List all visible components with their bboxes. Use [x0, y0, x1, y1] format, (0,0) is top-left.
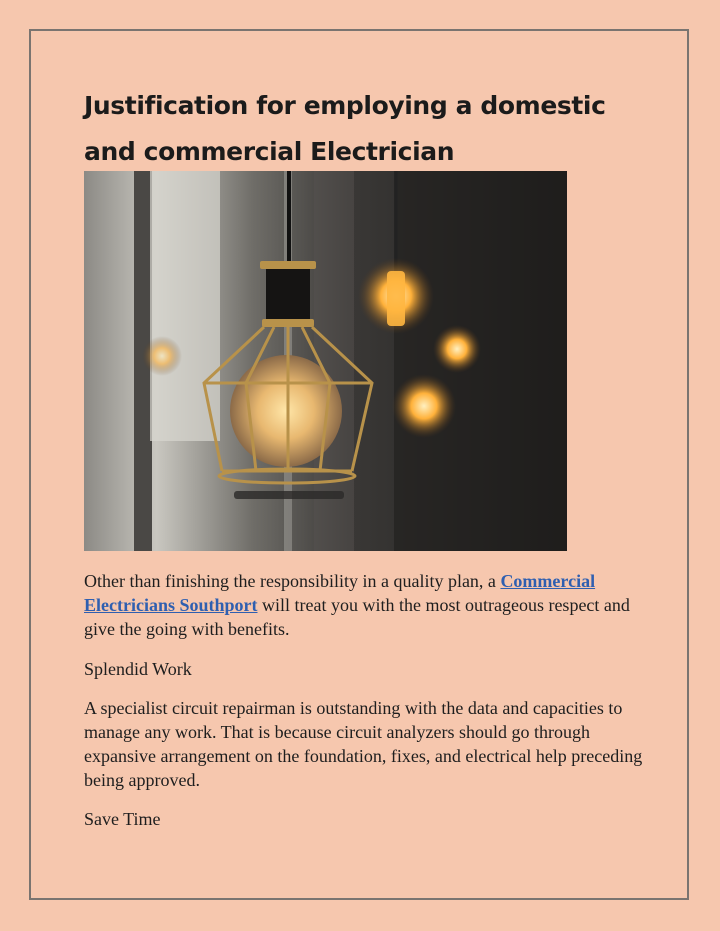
intro-text-after: will treat you with the most outrageous respect and give the going with benefits.	[84, 595, 630, 639]
section-body-splendid-work: A specialist circuit repairman is outstanding with the data and capacities to manage any work. That is because circuit analyzers should go through expansive arrangement on the foundation, fixes, and electrical help preceding being approved.	[84, 698, 643, 790]
section-heading-save-time: Save Time	[84, 809, 161, 829]
hero-image	[84, 171, 567, 551]
commercial-electricians-link[interactable]: Commercial Electricians Southport	[84, 571, 596, 615]
intro-paragraph	[84, 569, 654, 641]
section-heading-splendid-work: Splendid Work	[84, 659, 192, 679]
page-title: Justification for employing a domestic and commercial Electrician	[84, 91, 606, 166]
intro-text-before: Other than finishing the responsibility in a quality plan, a	[84, 571, 501, 591]
